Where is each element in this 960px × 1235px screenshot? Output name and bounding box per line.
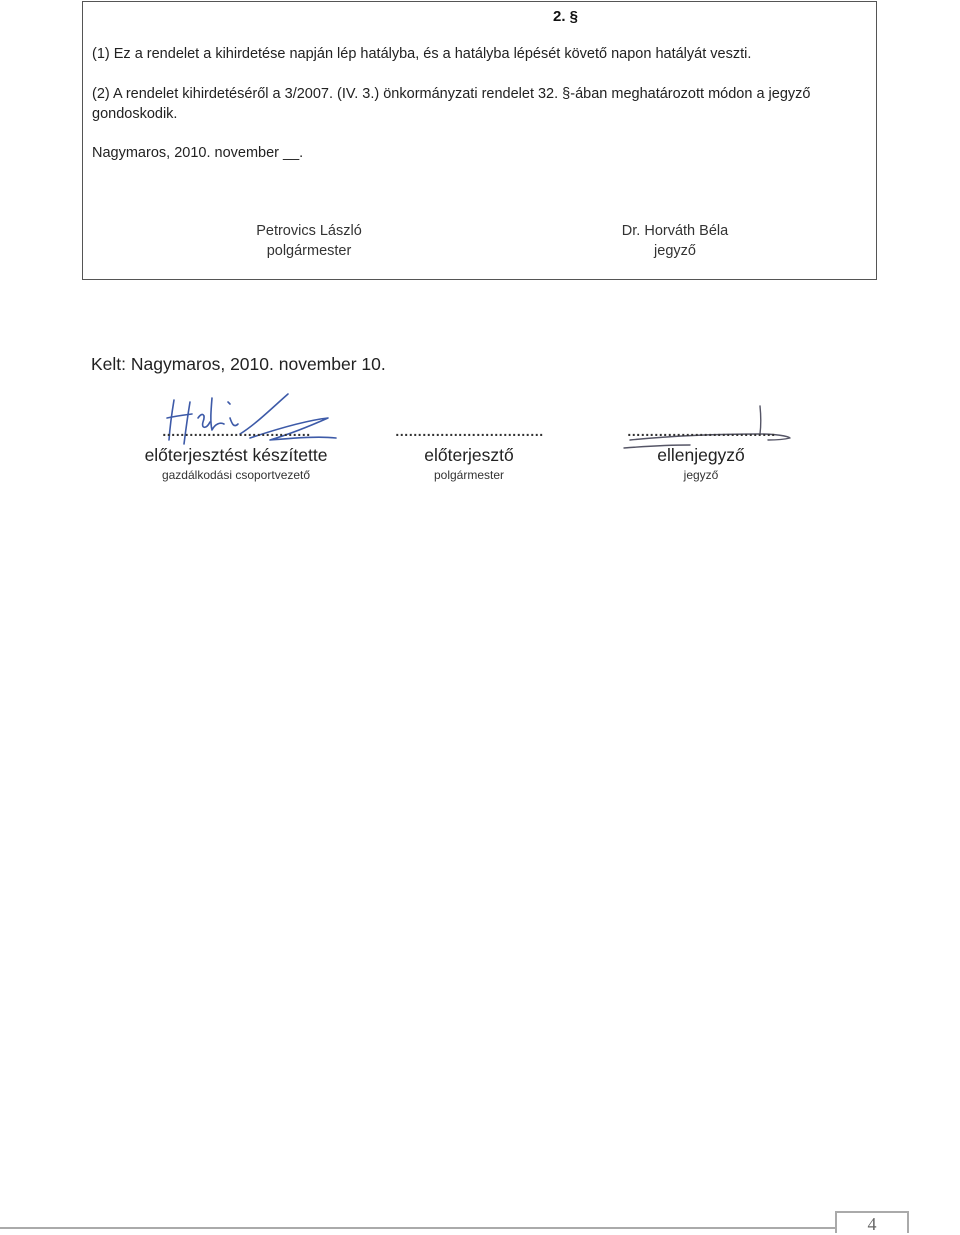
date-line: Nagymaros, 2010. november __. — [92, 145, 304, 161]
signature-dotted-line: …………………………… — [161, 423, 311, 439]
signature-column-preparer — [116, 423, 356, 483]
signature-dotted-line: …………………………… — [626, 423, 776, 439]
countersigner-position: jegyző — [683, 468, 719, 482]
mayor-title: polgármester — [266, 243, 352, 259]
proposer-role: előterjesztő — [424, 445, 514, 465]
proposer-position: polgármester — [433, 468, 505, 482]
countersigner-role: ellenjegyző — [657, 445, 745, 465]
notary-title: jegyző — [654, 243, 696, 259]
preparer-role: előterjesztést készítette — [144, 445, 328, 465]
decree-box — [82, 1, 877, 280]
page-number: 4 — [867, 1214, 877, 1234]
notary-name: Dr. Horváth Béla — [621, 223, 729, 239]
page-number-box — [835, 1211, 909, 1233]
preparer-position: gazdálkodási csoportvezető — [161, 468, 311, 482]
signature-column-countersigner — [581, 423, 821, 483]
mayor-name: Petrovics László — [256, 223, 362, 239]
paragraph-2: (2) A rendelet kihirdetéséről a 3/2007. (IV. 3.) önkormányzati rendelet 32. §-ában meghatározott módon a jegyző gondoskodik. — [92, 86, 811, 122]
kelt-line: Kelt: Nagymaros, 2010. november 10. — [91, 354, 386, 374]
paragraph-1: (1) Ez a rendelet a kihirdetése napján lép hatályba, és a hatályba lépését követő napon hatályát veszti. — [92, 46, 752, 62]
section-heading: 2. § — [553, 8, 579, 25]
footer-rule — [0, 1227, 836, 1229]
signature-column-proposer — [349, 423, 589, 483]
signature-dotted-line: …………………………… — [394, 423, 544, 439]
